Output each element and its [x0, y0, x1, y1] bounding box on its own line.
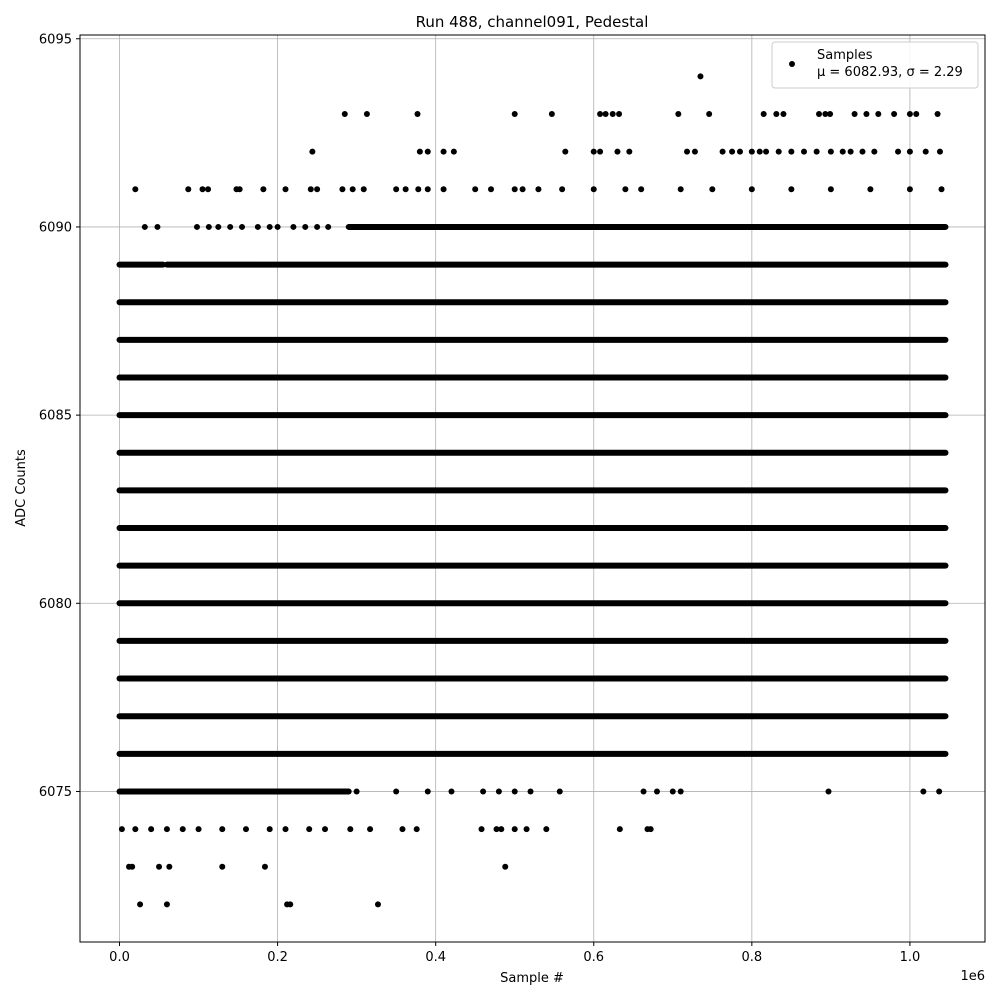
legend-marker [789, 61, 795, 67]
sample-point [840, 149, 846, 155]
sample-point [678, 788, 684, 794]
sample-point [891, 111, 897, 117]
sample-point [283, 186, 289, 192]
sample-point [237, 186, 243, 192]
sample-point [267, 224, 273, 230]
sample-point [610, 111, 616, 117]
sample-point [367, 826, 373, 832]
sample-point [801, 149, 807, 155]
sample-point [907, 186, 913, 192]
sample-point [154, 224, 160, 230]
sample-point [287, 901, 293, 907]
sample-point [939, 186, 945, 192]
sample-point [361, 186, 367, 192]
sample-point [749, 186, 755, 192]
sample-point [788, 149, 794, 155]
sample-point [347, 826, 353, 832]
x-tick-label: 0.8 [741, 950, 763, 965]
sample-point [895, 149, 901, 155]
sample-point [937, 149, 943, 155]
sample-point [350, 186, 356, 192]
sample-point [617, 826, 623, 832]
sample-point [697, 73, 703, 79]
sample-point [591, 186, 597, 192]
sample-point [306, 826, 312, 832]
legend [772, 42, 978, 88]
sample-point [549, 111, 555, 117]
sample-point [788, 186, 794, 192]
sample-point [132, 826, 138, 832]
sample-point [591, 149, 597, 155]
y-tick-label: 6095 [38, 32, 72, 48]
chart-title: Run 488, channel091, Pedestal [415, 13, 649, 31]
sample-point [761, 111, 767, 117]
sample-point [393, 186, 399, 192]
sample-point [119, 826, 125, 832]
sample-point [308, 186, 314, 192]
sample-point [720, 149, 726, 155]
sample-point [654, 788, 660, 794]
sample-point [597, 111, 603, 117]
sample-point [603, 111, 609, 117]
x-tick-label: 0.0 [109, 950, 130, 965]
sample-point [215, 224, 221, 230]
x-tick-label: 0.6 [583, 950, 605, 965]
sample-point [314, 186, 320, 192]
sample-point [749, 149, 755, 155]
sample-point [339, 186, 345, 192]
sample-point [935, 111, 941, 117]
sample-point [425, 788, 431, 794]
sample-point [322, 826, 328, 832]
sample-point [709, 186, 715, 192]
sample-point [129, 864, 135, 870]
sample-point [255, 224, 261, 230]
sample-point [205, 186, 211, 192]
sample-point [907, 111, 913, 117]
sample-point [302, 224, 308, 230]
sample-point [871, 149, 877, 155]
sample-point [848, 149, 854, 155]
sample-point [200, 186, 206, 192]
sample-point [614, 149, 620, 155]
sample-point [194, 224, 200, 230]
sample-point [227, 224, 233, 230]
sample-point [425, 149, 431, 155]
sample-point [780, 111, 786, 117]
sample-point [275, 224, 281, 230]
sample-point [414, 826, 420, 832]
sample-point [243, 826, 249, 832]
sample-point [773, 111, 779, 117]
sample-point [814, 149, 820, 155]
y-tick-label: 6080 [38, 596, 72, 612]
sample-point [675, 111, 681, 117]
sample-point [936, 788, 942, 794]
sample-point [502, 864, 508, 870]
sample-point [828, 186, 834, 192]
sample-point [196, 826, 202, 832]
sample-point [219, 826, 225, 832]
sample-point [907, 149, 913, 155]
sample-point [342, 111, 348, 117]
sample-point [309, 149, 315, 155]
sample-point [314, 224, 320, 230]
sample-point [415, 186, 421, 192]
sample-point [670, 788, 676, 794]
sample-point [219, 864, 225, 870]
sample-point [706, 111, 712, 117]
sample-point [441, 186, 447, 192]
sample-point [132, 186, 138, 192]
y-axis-label: ADC Counts [14, 449, 29, 527]
y-tick-label: 6085 [38, 408, 72, 424]
sample-point [827, 111, 833, 117]
sample-point [692, 149, 698, 155]
legend-stats: μ = 6082.93, σ = 2.29 [817, 65, 963, 80]
sample-point [180, 826, 186, 832]
sample-point [543, 826, 549, 832]
sample-point [325, 224, 331, 230]
sample-point [616, 111, 622, 117]
sample-point [923, 149, 929, 155]
sample-point [648, 826, 654, 832]
sample-point [488, 186, 494, 192]
sample-point [364, 111, 370, 117]
sample-point [622, 186, 628, 192]
sample-point [638, 186, 644, 192]
sample-point [512, 788, 518, 794]
sample-point [776, 149, 782, 155]
sample-point [828, 149, 834, 155]
sample-point [498, 826, 504, 832]
x-tick-label: 1.0 [899, 950, 921, 965]
x-axis-scale-label: 1e6 [960, 969, 985, 984]
sample-point [290, 224, 296, 230]
sample-point [393, 788, 399, 794]
sample-point [206, 224, 212, 230]
sample-point [863, 111, 869, 117]
sample-point [166, 864, 172, 870]
sample-point [283, 826, 289, 832]
sample-point [354, 788, 360, 794]
sample-point [597, 149, 603, 155]
sample-point [448, 788, 454, 794]
sample-point [425, 186, 431, 192]
sample-point [535, 186, 541, 192]
legend-series-name: Samples [817, 48, 873, 63]
sample-point [472, 186, 478, 192]
sample-point [559, 186, 565, 192]
x-tick-label: 0.2 [267, 950, 288, 965]
sample-point [763, 149, 769, 155]
sample-point [512, 111, 518, 117]
y-tick-label: 6090 [38, 220, 72, 236]
sample-point [496, 788, 502, 794]
sample-point [626, 149, 632, 155]
sample-point [913, 111, 919, 117]
sample-point [528, 788, 534, 794]
sample-point [403, 186, 409, 192]
sample-point [512, 826, 518, 832]
x-axis-label: Sample # [500, 971, 564, 986]
sample-point [148, 826, 154, 832]
sample-point [859, 149, 865, 155]
sample-point [920, 788, 926, 794]
sample-point [557, 788, 563, 794]
sample-point [414, 111, 420, 117]
sample-point [137, 901, 143, 907]
sample-point [441, 149, 447, 155]
sample-point [451, 149, 457, 155]
sample-point [852, 111, 858, 117]
sample-point [479, 826, 485, 832]
sample-point [729, 149, 735, 155]
sample-point [262, 864, 268, 870]
sample-point [737, 149, 743, 155]
sample-point [185, 186, 191, 192]
y-tick-label: 6075 [38, 784, 72, 800]
sample-point [156, 864, 162, 870]
sample-point [684, 149, 690, 155]
sample-point [417, 149, 423, 155]
sample-point [678, 186, 684, 192]
sample-point [164, 901, 170, 907]
sample-point [239, 224, 245, 230]
sample-point [641, 788, 647, 794]
sample-point [562, 149, 568, 155]
x-tick-label: 0.4 [425, 950, 447, 965]
sample-point [867, 186, 873, 192]
sample-point [826, 788, 832, 794]
sample-point [816, 111, 822, 117]
sample-point [399, 826, 405, 832]
sample-point [524, 826, 530, 832]
sample-point [142, 224, 148, 230]
sample-point [480, 788, 486, 794]
sample-point [512, 186, 518, 192]
sample-point [520, 186, 526, 192]
sample-point [757, 149, 763, 155]
sample-point [267, 826, 273, 832]
sample-point [875, 111, 881, 117]
sample-point [375, 901, 381, 907]
sample-point [164, 826, 170, 832]
sample-point [260, 186, 266, 192]
